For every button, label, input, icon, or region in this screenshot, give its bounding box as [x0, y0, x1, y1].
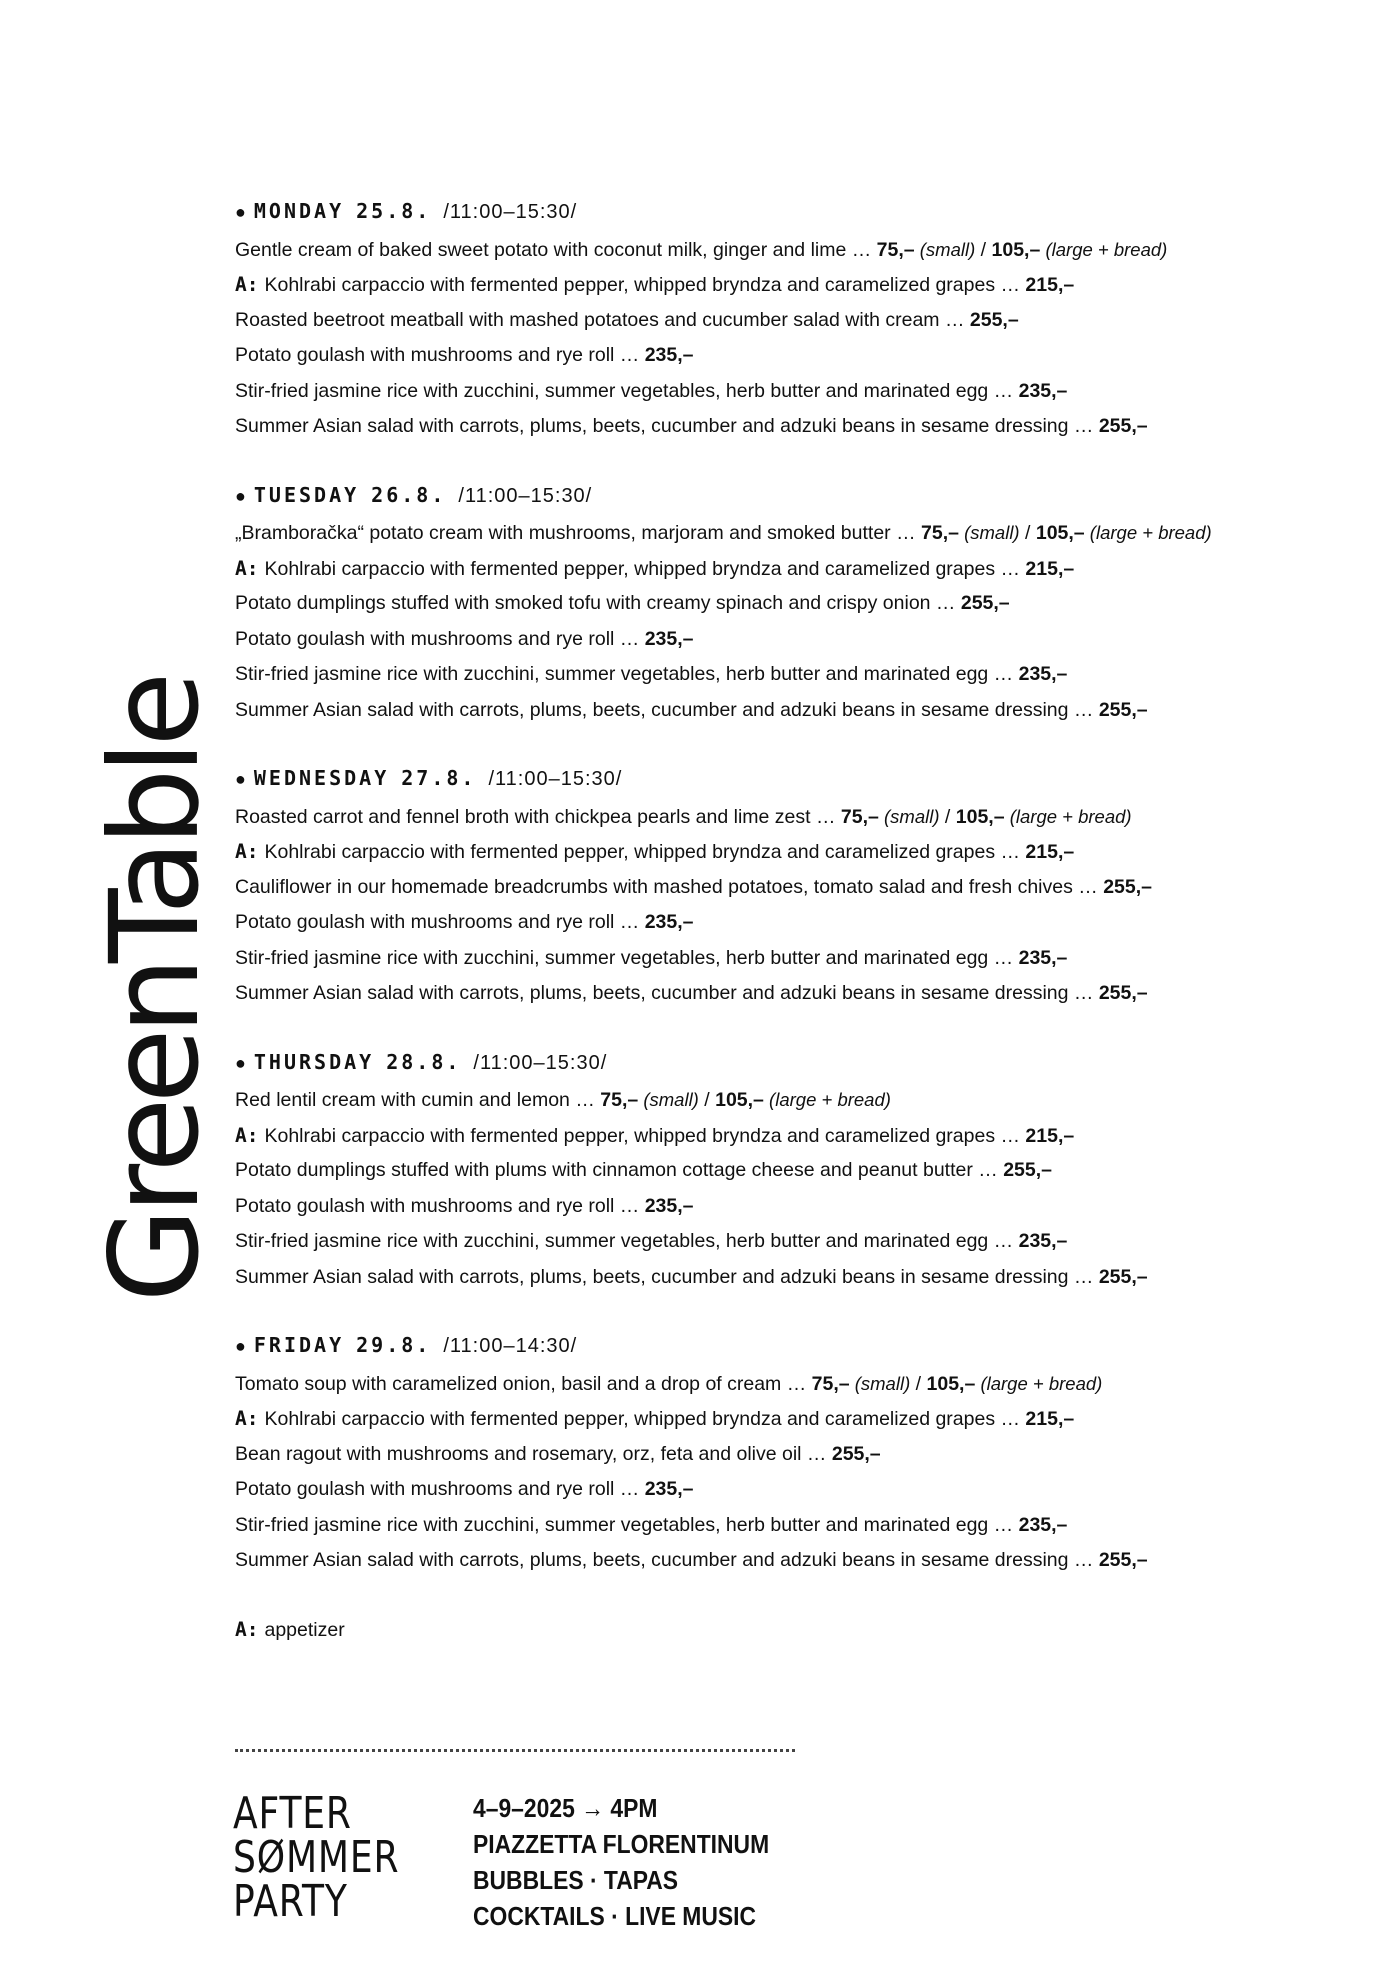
- price-separator: /: [910, 1372, 927, 1395]
- day-section: [235, 763, 1365, 1012]
- dish-price: 235,–: [644, 911, 694, 933]
- dish-price: 255,–: [1103, 875, 1153, 898]
- dish-name: Stir-fried jasmine rice with zucchini, summer vegetables, herb butter and marinated egg …: [235, 1513, 1019, 1536]
- dish-price: 255,–: [960, 592, 1010, 614]
- event-venue: PIAZZETTA FLORENTINUM: [473, 1829, 770, 1859]
- appetizer-tag: A:: [235, 1407, 259, 1430]
- day-date: 29.8.: [356, 1333, 432, 1357]
- dish-name: Potato dumplings stuffed with smoked tofu with creamy spinach and crispy onion …: [235, 592, 961, 614]
- dish-name: Summer Asian salad with carrots, plums, beets, cucumber and adzuki beans in sesame dressing …: [235, 415, 1099, 437]
- menu-item: [235, 1366, 1365, 1402]
- portion-note: (large + bread): [1004, 805, 1132, 827]
- dish-price: 235,–: [644, 1478, 694, 1500]
- dish-price: 255,–: [1098, 1549, 1148, 1571]
- dish-price: 235,–: [1018, 379, 1068, 402]
- dish-price-large: 105,–: [955, 805, 1005, 828]
- menu-item: [235, 515, 1365, 551]
- dish-price: 215,–: [1025, 841, 1075, 863]
- day-name: TUESDAY: [253, 482, 360, 507]
- day-hours: /11:00–15:30/: [473, 1051, 608, 1074]
- day-name: THURSDAY: [253, 1049, 375, 1074]
- price-separator: /: [939, 805, 956, 828]
- dish-price: 255,–: [831, 1442, 881, 1465]
- day-section: [235, 480, 1365, 729]
- price-separator: /: [1019, 522, 1036, 544]
- menu-item: [235, 1260, 1365, 1296]
- dish-price: 75,–: [876, 238, 915, 261]
- dish-name: Potato dumplings stuffed with plums with cinnamon cottage cheese and peanut butter …: [235, 1159, 1004, 1181]
- dish-name: Summer Asian salad with carrots, plums, beets, cucumber and adzuki beans in sesame dressing …: [235, 1549, 1099, 1571]
- dish-name: Stir-fried jasmine rice with zucchini, summer vegetables, herb butter and marinated egg …: [235, 946, 1019, 969]
- portion-note: (large + bread): [1040, 238, 1168, 260]
- event-title-line: SØMMER: [233, 1832, 400, 1883]
- day-section: [235, 196, 1365, 445]
- menu-item: [235, 1118, 1365, 1154]
- dish-price: 255,–: [1003, 1159, 1052, 1181]
- bullet-icon: ●: [235, 1052, 246, 1073]
- portion-note: (small): [849, 1372, 911, 1394]
- dish-name: Potato goulash with mushrooms and rye roll …: [235, 1194, 645, 1217]
- day-hours: /11:00–15:30/: [488, 768, 623, 790]
- dish-name: Roasted beetroot meatball with mashed potatoes and cucumber salad with cream …: [235, 308, 970, 331]
- menu-item: [235, 374, 1365, 410]
- menu-item: [235, 1472, 1365, 1508]
- bullet-icon: ●: [235, 769, 246, 789]
- bullet-icon: ●: [235, 202, 246, 222]
- dish-price: 235,–: [644, 1194, 694, 1217]
- dotted-divider: [235, 1749, 795, 1752]
- dish-price: 215,–: [1025, 274, 1075, 296]
- day-hours: /11:00–15:30/: [443, 201, 578, 223]
- dish-price: 235,–: [1018, 1513, 1068, 1536]
- legend-text: appetizer: [264, 1618, 345, 1641]
- dish-price: 235,–: [644, 627, 694, 650]
- day-date: 27.8.: [401, 766, 477, 790]
- appetizer-tag: A:: [235, 1123, 259, 1147]
- dish-price: 255,–: [1098, 1265, 1148, 1288]
- portion-note: (large + bread): [763, 1089, 891, 1110]
- day-section: [235, 1047, 1365, 1296]
- dish-price: 255,–: [1098, 698, 1148, 721]
- appetizer-tag: A:: [235, 273, 259, 296]
- portion-note: (small): [914, 238, 976, 260]
- portion-note: (small): [638, 1089, 699, 1110]
- brand-logo: GreenTable: [84, 677, 226, 1303]
- dish-price-large: 105,–: [926, 1372, 976, 1395]
- dish-price: 75,–: [840, 805, 879, 828]
- day-name: FRIDAY: [253, 1333, 345, 1357]
- dish-price: 215,–: [1025, 557, 1075, 580]
- dish-price: 215,–: [1025, 1124, 1075, 1147]
- menu-item: [235, 409, 1365, 445]
- dish-price: 255,–: [1098, 415, 1148, 437]
- dish-name: Potato goulash with mushrooms and rye roll …: [235, 1478, 645, 1500]
- menu-item: [235, 834, 1365, 870]
- dish-name: Bean ragout with mushrooms and rosemary, orz, feta and olive oil …: [235, 1442, 832, 1465]
- day-heading: [235, 1330, 1365, 1360]
- dish-name: Kohlrabi carpaccio with fermented pepper, whipped bryndza and caramelized grapes …: [264, 557, 1026, 580]
- dish-price: 235,–: [1018, 946, 1068, 969]
- dish-price: 255,–: [969, 308, 1019, 331]
- dish-name: Kohlrabi carpaccio with fermented pepper, whipped bryndza and caramelized grapes …: [264, 1124, 1026, 1147]
- dish-name: Stir-fried jasmine rice with zucchini, summer vegetables, herb butter and marinated egg …: [235, 663, 1019, 685]
- dish-price: 235,–: [644, 344, 694, 366]
- menu-item: [235, 622, 1365, 658]
- dish-price: 235,–: [1018, 1230, 1068, 1252]
- menu-item: [235, 303, 1365, 339]
- dish-price: 215,–: [1025, 1408, 1075, 1430]
- portion-note: (large + bread): [1084, 522, 1212, 543]
- portion-note: (small): [958, 522, 1020, 543]
- menu-item: [235, 551, 1365, 587]
- dish-name: Tomato soup with caramelized onion, basil and a drop of cream …: [235, 1372, 812, 1395]
- day-hours: /11:00–14:30/: [443, 1335, 578, 1357]
- menu-item: [235, 338, 1365, 374]
- menu-item: [235, 1543, 1365, 1579]
- dish-name: Red lentil cream with cumin and lemon …: [235, 1089, 601, 1111]
- legend-tag: A:: [235, 1617, 259, 1641]
- menu-item: [235, 1082, 1365, 1118]
- menu-item: [235, 267, 1365, 303]
- dish-name: Kohlrabi carpaccio with fermented pepper, whipped bryndza and caramelized grapes …: [264, 841, 1026, 863]
- menu-item: [235, 1508, 1365, 1544]
- dish-price: 75,–: [921, 522, 959, 544]
- dish-price: 75,–: [811, 1372, 850, 1395]
- day-date: 28.8.: [386, 1049, 462, 1074]
- dish-name: Potato goulash with mushrooms and rye roll …: [235, 344, 645, 366]
- day-name: WEDNESDAY: [253, 766, 390, 790]
- event-date: 4–9–2025 → 4PM: [473, 1793, 658, 1823]
- menu-item: [235, 1189, 1365, 1225]
- day-heading: [235, 196, 1365, 226]
- menu-item: [235, 1437, 1365, 1473]
- dish-name: Stir-fried jasmine rice with zucchini, summer vegetables, herb butter and marinated egg …: [235, 1230, 1019, 1252]
- bullet-icon: ●: [235, 485, 246, 506]
- portion-note: (small): [878, 805, 940, 827]
- day-date: 26.8.: [371, 482, 447, 507]
- menu-item: [235, 586, 1365, 622]
- bullet-icon: ●: [235, 1336, 246, 1356]
- menu-item: [235, 905, 1365, 941]
- menu-item: [235, 941, 1365, 977]
- day-hours: /11:00–15:30/: [458, 484, 593, 507]
- price-separator: /: [975, 238, 992, 261]
- event-title-line: AFTER: [233, 1788, 352, 1839]
- portion-note: (large + bread): [975, 1372, 1103, 1394]
- menu-item: [235, 799, 1365, 835]
- dish-name: „Bramboračka“ potato cream with mushrooms, marjoram and smoked butter …: [235, 522, 921, 544]
- appetizer-tag: A:: [235, 840, 259, 863]
- menu-item: [235, 870, 1365, 906]
- dish-name: Potato goulash with mushrooms and rye roll …: [235, 911, 645, 933]
- menu-item: [235, 657, 1365, 693]
- event-offer: COCKTAILS · LIVE MUSIC: [473, 1901, 757, 1931]
- event-offer: BUBBLES · TAPAS: [473, 1865, 679, 1895]
- menu-item: [235, 1153, 1365, 1189]
- dish-price: 255,–: [1098, 982, 1148, 1004]
- dish-price: 75,–: [600, 1089, 639, 1111]
- dish-price-large: 105,–: [715, 1089, 764, 1111]
- day-date: 25.8.: [356, 199, 432, 223]
- dish-price-large: 105,–: [991, 238, 1041, 261]
- day-section: [235, 1330, 1365, 1579]
- menu-item: [235, 1401, 1365, 1437]
- event-title-line: PARTY: [233, 1876, 348, 1927]
- dish-name: Roasted carrot and fennel broth with chickpea pearls and lime zest …: [235, 805, 841, 828]
- dish-name: Kohlrabi carpaccio with fermented pepper, whipped bryndza and caramelized grapes …: [264, 274, 1026, 296]
- dish-name: Kohlrabi carpaccio with fermented pepper, whipped bryndza and caramelized grapes …: [264, 1408, 1026, 1430]
- dish-name: Potato goulash with mushrooms and rye roll …: [235, 627, 645, 650]
- dish-price-large: 105,–: [1035, 522, 1085, 544]
- menu-item: [235, 976, 1365, 1012]
- event-title: [233, 1788, 400, 1927]
- dish-name: Gentle cream of baked sweet potato with coconut milk, ginger and lime …: [235, 238, 877, 261]
- day-heading: [235, 763, 1365, 793]
- weekly-menu: [235, 196, 1365, 1648]
- price-separator: /: [698, 1089, 716, 1111]
- dish-name: Summer Asian salad with carrots, plums, beets, cucumber and adzuki beans in sesame dressing …: [235, 698, 1099, 721]
- dish-name: Cauliflower in our homemade breadcrumbs with mashed potatoes, tomato salad and fresh chives …: [235, 875, 1104, 898]
- day-heading: [235, 480, 1365, 510]
- dish-name: Summer Asian salad with carrots, plums, beets, cucumber and adzuki beans in sesame dressing …: [235, 982, 1099, 1004]
- appetizer-tag: A:: [235, 556, 259, 580]
- dish-name: Summer Asian salad with carrots, plums, beets, cucumber and adzuki beans in sesame dressing …: [235, 1265, 1099, 1288]
- day-name: MONDAY: [253, 199, 345, 223]
- legend: [235, 1612, 1365, 1648]
- event-details: [473, 1790, 769, 1934]
- dish-name: Stir-fried jasmine rice with zucchini, summer vegetables, herb butter and marinated egg …: [235, 379, 1019, 402]
- menu-item: [235, 232, 1365, 268]
- day-heading: [235, 1047, 1365, 1077]
- dish-price: 235,–: [1018, 663, 1068, 685]
- menu-item: [235, 1224, 1365, 1260]
- menu-item: [235, 693, 1365, 729]
